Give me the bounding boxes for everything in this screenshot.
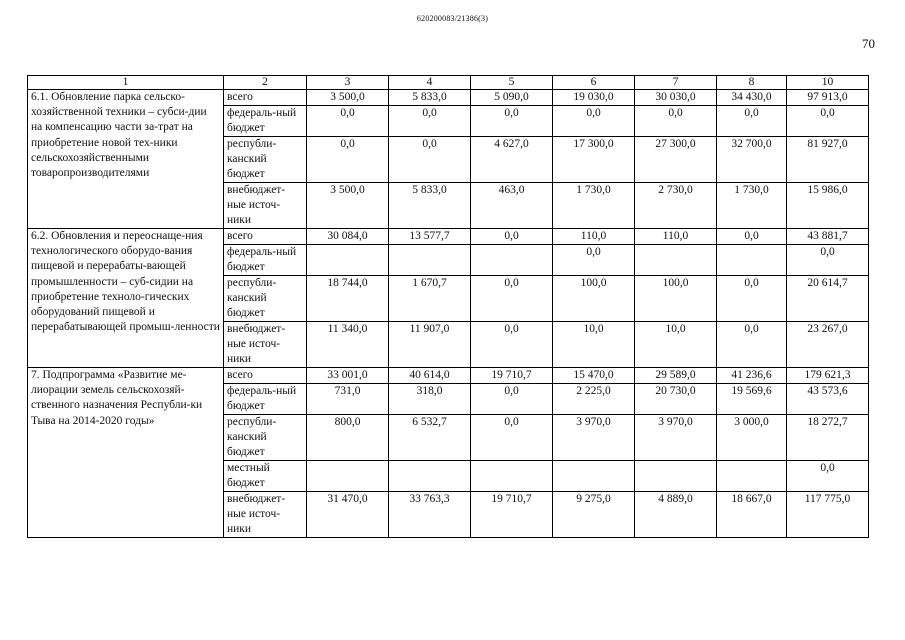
value-cell: 23 267,0 <box>787 322 869 368</box>
table-row <box>28 229 869 245</box>
value-cell: 5 090,0 <box>471 90 553 106</box>
program-name-cell: 7. Подпрограмма «Развитие ме-лиорации земель сельскохозяй-ственного назначения Республи-ки Тыва на 2014-2020 годы» <box>28 368 224 538</box>
program-name-cell: 6.1. Обновление парка сельско-хозяйственной техники – субси-дии на компенсацию части за-трат на приобретение новой тех-ники сельскохозяйственными товаропроизводителями <box>28 90 224 229</box>
value-cell: 31 470,0 <box>307 492 389 538</box>
value-cell: 11 907,0 <box>389 322 471 368</box>
budget-table <box>27 75 869 538</box>
value-cell: 3 000,0 <box>717 415 787 461</box>
value-cell: 1 670,7 <box>389 276 471 322</box>
column-header: 2 <box>224 76 307 90</box>
value-cell: 4 627,0 <box>471 137 553 183</box>
table-row <box>28 368 869 384</box>
funding-source-cell: внебюджет-ные источ-ники <box>224 183 307 229</box>
funding-source-cell: всего <box>224 368 307 384</box>
value-cell: 6 532,7 <box>389 415 471 461</box>
value-cell: 800,0 <box>307 415 389 461</box>
value-cell: 40 614,0 <box>389 368 471 384</box>
page-number: 70 <box>862 36 875 51</box>
column-header: 10 <box>787 76 869 90</box>
value-cell <box>471 245 553 276</box>
value-cell <box>471 461 553 492</box>
column-header: 7 <box>635 76 717 90</box>
value-cell: 110,0 <box>553 229 635 245</box>
value-cell <box>553 461 635 492</box>
value-cell: 30 084,0 <box>307 229 389 245</box>
program-name-cell: 6.2. Обновления и переоснаще-ния технологического оборудо-вания пищевой и перерабаты-вающей промышленности – суб-сидии на приобретение техноло-гических оборудований пищевой и перерабатывающей промыш-ленности <box>28 229 224 368</box>
column-header: 3 <box>307 76 389 90</box>
value-cell: 10,0 <box>635 322 717 368</box>
value-cell: 0,0 <box>471 276 553 322</box>
value-cell: 0,0 <box>307 106 389 137</box>
value-cell: 43 573,6 <box>787 384 869 415</box>
value-cell: 15 986,0 <box>787 183 869 229</box>
value-cell: 5 833,0 <box>389 183 471 229</box>
value-cell: 100,0 <box>553 276 635 322</box>
value-cell: 3 500,0 <box>307 90 389 106</box>
value-cell <box>307 461 389 492</box>
value-cell: 0,0 <box>471 106 553 137</box>
value-cell: 100,0 <box>635 276 717 322</box>
column-header: 6 <box>553 76 635 90</box>
value-cell: 0,0 <box>717 322 787 368</box>
funding-source-cell: федераль-ный бюджет <box>224 384 307 415</box>
document-id: 620200083/21386(3) <box>416 14 489 23</box>
value-cell: 9 275,0 <box>553 492 635 538</box>
funding-source-cell: внебюджет-ные источ-ники <box>224 492 307 538</box>
value-cell: 0,0 <box>471 384 553 415</box>
header-row <box>28 76 869 90</box>
value-cell: 5 833,0 <box>389 90 471 106</box>
value-cell: 0,0 <box>553 245 635 276</box>
value-cell: 0,0 <box>635 106 717 137</box>
funding-source-cell: всего <box>224 90 307 106</box>
column-header: 5 <box>471 76 553 90</box>
value-cell: 20 614,7 <box>787 276 869 322</box>
value-cell: 19 710,7 <box>471 492 553 538</box>
value-cell: 18 667,0 <box>717 492 787 538</box>
value-cell: 463,0 <box>471 183 553 229</box>
value-cell <box>389 461 471 492</box>
funding-source-cell: республи-канский бюджет <box>224 415 307 461</box>
value-cell: 110,0 <box>635 229 717 245</box>
value-cell <box>389 245 471 276</box>
value-cell <box>635 461 717 492</box>
value-cell: 0,0 <box>717 229 787 245</box>
value-cell: 0,0 <box>787 461 869 492</box>
value-cell: 97 913,0 <box>787 90 869 106</box>
value-cell: 731,0 <box>307 384 389 415</box>
value-cell <box>717 245 787 276</box>
value-cell: 4 889,0 <box>635 492 717 538</box>
value-cell: 81 927,0 <box>787 137 869 183</box>
value-cell: 18 744,0 <box>307 276 389 322</box>
value-cell: 43 881,7 <box>787 229 869 245</box>
value-cell: 2 730,0 <box>635 183 717 229</box>
value-cell: 2 225,0 <box>553 384 635 415</box>
column-header: 8 <box>717 76 787 90</box>
value-cell: 19 710,7 <box>471 368 553 384</box>
table-row <box>28 90 869 106</box>
value-cell: 0,0 <box>787 106 869 137</box>
value-cell: 19 030,0 <box>553 90 635 106</box>
value-cell <box>307 245 389 276</box>
value-cell: 0,0 <box>389 137 471 183</box>
funding-source-cell: всего <box>224 229 307 245</box>
value-cell: 318,0 <box>389 384 471 415</box>
value-cell: 3 500,0 <box>307 183 389 229</box>
value-cell: 41 236,6 <box>717 368 787 384</box>
value-cell: 0,0 <box>553 106 635 137</box>
value-cell: 179 621,3 <box>787 368 869 384</box>
value-cell: 0,0 <box>717 106 787 137</box>
value-cell: 33 001,0 <box>307 368 389 384</box>
value-cell <box>717 461 787 492</box>
value-cell: 3 970,0 <box>635 415 717 461</box>
value-cell: 10,0 <box>553 322 635 368</box>
value-cell: 18 272,7 <box>787 415 869 461</box>
value-cell: 0,0 <box>389 106 471 137</box>
column-header: 4 <box>389 76 471 90</box>
value-cell: 117 775,0 <box>787 492 869 538</box>
funding-source-cell: республи-канский бюджет <box>224 137 307 183</box>
funding-source-cell: внебюджет-ные источ-ники <box>224 322 307 368</box>
value-cell: 13 577,7 <box>389 229 471 245</box>
value-cell: 11 340,0 <box>307 322 389 368</box>
value-cell: 19 569,6 <box>717 384 787 415</box>
value-cell: 32 700,0 <box>717 137 787 183</box>
value-cell: 0,0 <box>787 245 869 276</box>
value-cell: 29 589,0 <box>635 368 717 384</box>
value-cell: 17 300,0 <box>553 137 635 183</box>
value-cell: 0,0 <box>717 276 787 322</box>
value-cell: 20 730,0 <box>635 384 717 415</box>
value-cell: 3 970,0 <box>553 415 635 461</box>
value-cell: 27 300,0 <box>635 137 717 183</box>
funding-source-cell: республи-канский бюджет <box>224 276 307 322</box>
value-cell: 0,0 <box>307 137 389 183</box>
value-cell: 0,0 <box>471 415 553 461</box>
funding-source-cell: федераль-ный бюджет <box>224 106 307 137</box>
value-cell: 33 763,3 <box>389 492 471 538</box>
value-cell: 30 030,0 <box>635 90 717 106</box>
table-body <box>28 76 869 538</box>
value-cell: 1 730,0 <box>553 183 635 229</box>
value-cell: 15 470,0 <box>553 368 635 384</box>
funding-source-cell: местный бюджет <box>224 461 307 492</box>
value-cell: 0,0 <box>471 322 553 368</box>
column-header: 1 <box>28 76 224 90</box>
funding-source-cell: федераль-ный бюджет <box>224 245 307 276</box>
value-cell: 1 730,0 <box>717 183 787 229</box>
value-cell: 34 430,0 <box>717 90 787 106</box>
value-cell: 0,0 <box>471 229 553 245</box>
value-cell <box>635 245 717 276</box>
